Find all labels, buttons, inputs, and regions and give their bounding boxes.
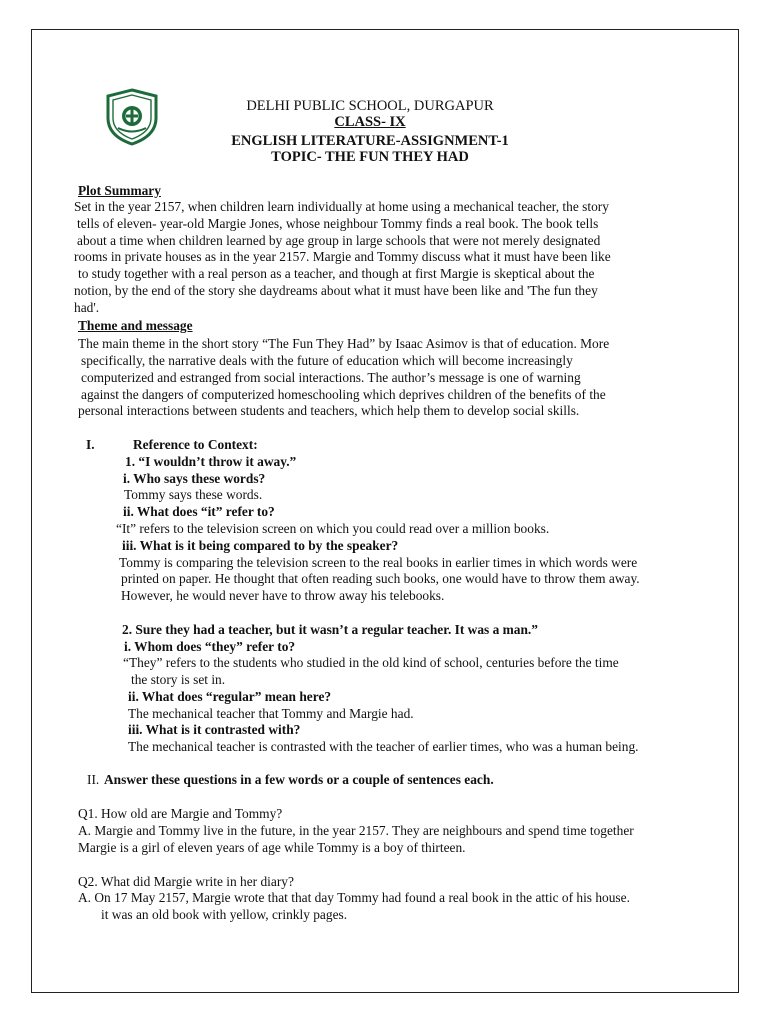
ref-question: i. Whom does “they” refer to? (124, 639, 296, 654)
ref-answer: However, he would never have to throw away his telebooks. (121, 588, 445, 603)
plot-line: had'. (74, 300, 100, 315)
qa-answer: A. On 17 May 2157, Margie wrote that that day Tommy had found a real book in the attic of his house. (78, 890, 630, 905)
ref-answer: the story is set in. (131, 672, 226, 687)
qa-question: Q2. What did Margie write in her diary? (78, 874, 294, 889)
ref-answer: “They” refers to the students who studied in the old kind of school, centuries before the time (123, 655, 619, 670)
ref-question: iii. What is it being compared to by the speaker? (122, 538, 399, 553)
ref-heading: Reference to Context: (133, 437, 258, 452)
plot-line: about a time when children learned by age group in large schools that were not merely designated (77, 233, 601, 248)
theme-line: The main theme in the short story “The Fun They Had” by Isaac Asimov is that of education. More (78, 336, 610, 351)
plot-line: Set in the year 2157, when children learn individually at home using a mechanical teacher, the story (74, 199, 609, 214)
qa-answer: A. Margie and Tommy live in the future, in the year 2157. They are neighbours and spend time together (78, 823, 634, 838)
plot-heading: Plot Summary (78, 183, 161, 198)
ref-question: iii. What is it contrasted with? (128, 722, 301, 737)
school-name: DELHI PUBLIC SCHOOL, DURGAPUR (246, 98, 494, 114)
ref-question: ii. What does “it” refer to? (123, 504, 275, 519)
ref-question: i. Who says these words? (123, 471, 266, 486)
ref-answer: “It” refers to the television screen on which you could read over a million books. (116, 521, 550, 536)
ref-answer: printed on paper. He thought that often reading such books, one would have to throw them away. (121, 571, 640, 586)
qa-question: Q1. How old are Margie and Tommy? (78, 806, 283, 821)
assignment-title: ENGLISH LITERATURE-ASSIGNMENT-1 (231, 133, 509, 149)
plot-line: notion, by the end of the story she daydreams about what it must have been like and 'The fun they (74, 283, 598, 298)
ref-quote-2: 2. Sure they had a teacher, but it wasn’t a regular teacher. It was a man.” (122, 622, 538, 637)
plot-line: rooms in private houses as in the year 2157. Margie and Tommy discuss what it must have been like (74, 249, 611, 264)
theme-heading: Theme and message (78, 318, 193, 333)
theme-line: personal interactions between students and teachers, which help them to develop social skills. (78, 403, 580, 418)
topic-title: TOPIC- THE FUN THEY HAD (271, 149, 469, 165)
theme-line: specifically, the narrative deals with the future of education which will become increasingly (81, 353, 573, 368)
qa-answer: it was an old book with yellow, crinkly pages. (101, 907, 348, 922)
ref-answer: The mechanical teacher is contrasted with the teacher of earlier times, who was a human being. (128, 739, 639, 754)
theme-line: computerized and estranged from social interactions. The author’s message is one of warning (81, 370, 581, 385)
ref-answer: Tommy is comparing the television screen to the real books in earlier times in which words were (119, 555, 638, 570)
school-logo (104, 88, 160, 146)
plot-line: to study together with a real person as a teacher, and though at first Margie is skeptical about the (78, 266, 595, 281)
class-title: CLASS- IX (334, 114, 406, 130)
section2-heading: Answer these questions in a few words or a couple of sentences each. (104, 772, 494, 787)
theme-line: against the dangers of computerized homeschooling which deprives children of the benefits of the (81, 387, 606, 402)
ref-answer: The mechanical teacher that Tommy and Margie had. (128, 706, 414, 721)
plot-line: tells of eleven- year-old Margie Jones, whose neighbour Tommy finds a real book. The book tells (77, 216, 599, 231)
ref-quote-1: 1. “I wouldn’t throw it away.” (125, 454, 297, 469)
section-numeral-i: I. (86, 437, 95, 452)
qa-answer: Margie is a girl of eleven years of age while Tommy is a boy of thirteen. (78, 840, 466, 855)
ref-question: ii. What does “regular” mean here? (128, 689, 332, 704)
ref-answer: Tommy says these words. (124, 487, 263, 502)
section-numeral-ii: II. (87, 772, 100, 787)
